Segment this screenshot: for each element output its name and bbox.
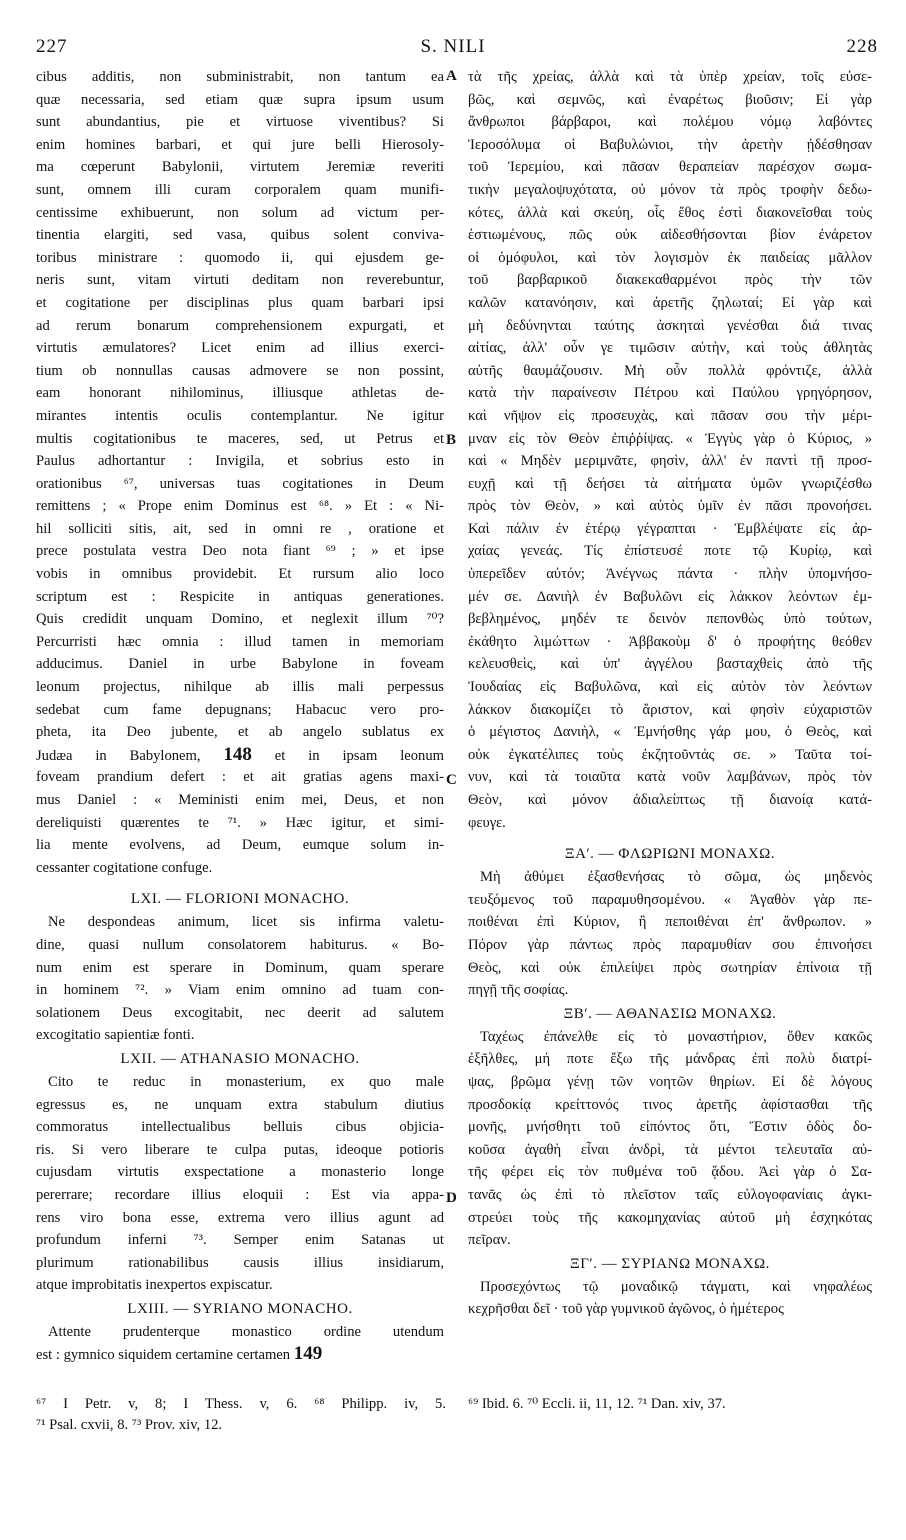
text-line: πηγῇ τῆς σοφίας.: [468, 982, 569, 999]
text-line: μὴ δεδύνηνται ταύτης ἀσκηταὶ γενέσθαι διά τινας: [468, 317, 872, 334]
text-line: καὶ νῆψον εἰς προσευχὰς, καὶ πᾶσαν σου τὴν μέρι-: [468, 407, 872, 424]
text-line: ad rerum bonarum comprehensionem expurgati, et: [36, 317, 444, 334]
text-line: pheta, ita Deo jubente, et ab angelo sublatus ex: [36, 724, 444, 741]
text-line: leonum projectus, nihilque ab illis mali perpessus: [36, 679, 444, 696]
text-line: μναν εἰς τὸν Θεὸν ἐπιῤῥίψας. « Ἐγγὺς γὰρ ὁ Κύριος, »: [468, 430, 872, 447]
text-line: νυν, καὶ τὰ τοιαῦτα κατὰ νοῦν λαμβάνων, πρὸς τὸν: [468, 769, 872, 786]
margin-letter-c: C: [446, 772, 457, 788]
text-line: Percurristi hæc omnia : illud tamen in memoriam: [36, 633, 444, 650]
text-line: Ἱεροσόλυμα οἱ Βαβυλώνιοι, τὴν ἀρετὴν ᾐδέσθησαν: [468, 136, 872, 153]
text-line: est : gymnico siquidem certamine certamen 149: [36, 1343, 323, 1365]
text-line: cessanter cogitatione confuge.: [36, 859, 213, 876]
text-line: foveam prandium defert : et ait gratias agens maxi-: [36, 769, 444, 786]
text-line: hil solliciti sitis, ait, sed in omni re , oratione et: [36, 520, 444, 537]
text-line: ψας, βρῶμα γένῃ τῶν νοητῶν θηρίων. Εἰ δὲ λόγους: [468, 1073, 872, 1090]
text-line: ἄνθρωποι βάρβαροι, καὶ πολέμου νόμῳ λαβόντες: [468, 114, 872, 131]
text-line: eam honorant nihilominus, illiusque athletas de-: [36, 385, 444, 402]
text-line: μονῆς, μνήσθητι τοῦ εἰπόντος ὅτι, Ἔστιν ὁδὸς δο-: [468, 1119, 872, 1136]
section-gap: [468, 834, 872, 842]
footnote-line: ⁶⁷ I Petr. v, 8; I Thess. v, 6. ⁶⁸ Philipp. iv, 5.: [36, 1396, 446, 1412]
text-line: ποιθέναι ἐπὶ Κύριον, ἢ πεποιθέναι ἐπ' ἄνθρωπον. »: [468, 914, 872, 931]
text-line: profundum inferni ⁷³. Semper enim Satanas ut: [36, 1232, 444, 1249]
text-line: Quis credidit unquam Domino, et neglexit illum ⁷⁰?: [36, 611, 444, 628]
text-line: quæ necessaria, sed etiam quæ supra ipsum usum: [36, 91, 444, 108]
text-line: οὐκ ἐγκατέλιπες τοὺς ἐκζητοῦντάς σε. » Ταῦτα τοί-: [468, 746, 872, 763]
text-line: Attente prudenterque monastico ordine utendum: [48, 1323, 444, 1340]
text-line: solationem Deus excogitabit, nec deerit ad salutem: [36, 1004, 444, 1021]
text-line: ὁ μέγιστος Δανιὴλ, « Ἐμνήσθης γάρ μου, ὁ Θεὸς, καὶ: [468, 724, 872, 741]
text-line: τευξόμενος τοῦ παραμυθησομένου. « Ἀγαθὸν γὰρ πε-: [468, 891, 872, 908]
footnotes-left: [36, 1394, 446, 1436]
text-line: centissime exhibuerunt, non solum ad victum per-: [36, 204, 444, 221]
text-line: ris. Si vero liberare te culpa putas, ideoque potioris: [36, 1141, 444, 1158]
margin-letter-b: B: [446, 432, 457, 448]
paragraph: [36, 911, 444, 1047]
text-line: ευχῇ καὶ τῇ δεήσει τὰ αἰτήματα ὑμῶν γνωριζέσθω: [468, 475, 872, 492]
text-line: tium ob nonnullas causas admovere se non possint,: [36, 362, 444, 379]
text-line: toribus ministrare : quomodo ii, qui ejusdem ge-: [36, 249, 444, 266]
text-line: Ἰουδαίας εἰς Βαβυλῶνα, καὶ εἰς αὐτὸν τὸν λεόντων: [468, 679, 872, 696]
text-line: φευγε.: [468, 814, 506, 831]
text-line: prece postulata vestra Deo nota fiant ⁶⁹ ; » et ipse: [36, 543, 444, 560]
text-line: Θεὸν, καὶ μόνον ἀδιαλείπτως τῇ διανοίᾳ κατά-: [468, 792, 872, 808]
text-line: sunt abundantius, pie et virtuose viventibus? Si: [36, 114, 444, 131]
running-title: S. NILI: [420, 36, 486, 57]
text-line: ἑστιωμένους, πῶς οὐκ αἰδεσθήσονται βίον ἐνάρετον: [468, 227, 872, 244]
paragraph: [468, 1276, 872, 1321]
text-line: αἰτίας, ἀλλ' οὖν γε τιμῶσιν αὐτὴν, καὶ τοὺς ἀθλητὰς: [468, 340, 872, 357]
text-line: πεῖραν.: [468, 1232, 511, 1249]
left-page-number: 227: [36, 36, 68, 57]
paragraph: [468, 866, 872, 1002]
right-page-number: 228: [846, 36, 878, 57]
text-line: enim homines barbari, et qui jure belli Hierosoly-: [36, 136, 444, 153]
text-line: κατὰ τὴν παραίνεσιν Πέτρου καὶ Παύλου γρηγόρησον,: [468, 385, 872, 402]
text-line: καὶ « Μηδὲν μεριμνᾶτε, φησὶν, ἀλλ' ἐν παντὶ τῇ προσ-: [468, 453, 872, 470]
text-line: τοῦ βαρβαρικοῦ διακεκαθαρμένοι πρὸς τὴν τῶν: [468, 272, 872, 289]
text-line: cibus additis, non subministrabit, non tantum ea: [36, 69, 444, 85]
text-line: mus Daniel : « Meministi enim mei, Deus, et non: [36, 792, 444, 808]
text-line: scriptum est : Respicite in antiquas generationes.: [36, 588, 444, 605]
text-line: Πόρον γὰρ πάντως πρὸς παραμυθίαν σου ἐπινοήσει: [468, 936, 872, 953]
margin-letter-a: A: [446, 68, 457, 84]
column-number: 149: [293, 1343, 323, 1365]
margin-letter-d: D: [446, 1190, 457, 1206]
text-line: τῆς φέρει εἰς τὸν πυθμένα τοῦ ᾅδου. Ἀεὶ γὰρ ὁ Σα-: [468, 1164, 872, 1181]
greek-column: [468, 66, 872, 1321]
text-line: Cito te reduc in monasterium, ex quo male: [48, 1073, 444, 1090]
paragraph: [468, 66, 872, 834]
text-line: pererrare; recordare illius eloquii : Est via appa-: [36, 1186, 444, 1203]
latin-column: [36, 66, 444, 1366]
text-line: egressus es, ne unquam extra stabulum diutius: [36, 1096, 444, 1113]
text-line: λάκκον διακομίζει τὸ ἄριστον, καὶ φησὶν εὐχαριστῶν: [468, 701, 872, 718]
letter-heading: ΞΒʹ. — ΑΘΑΝΑΣΙΩ ΜΟΝΑΧΩ.: [563, 1005, 777, 1022]
text-line: tinentia elargiti, sed vasa, quibus solent conviva-: [36, 227, 444, 244]
text-line: dine, quasi nullum consolatorem habiturus. « Bo-: [36, 936, 444, 953]
text-line: τικὴν μεγαλοψυχότατα, οὐ μόνον τὰ πρὸς τροφὴν δεδω-: [468, 181, 872, 198]
text-line: vobis in omnibus providebit. Et rursum alio loco: [36, 566, 444, 583]
text-line: πρὸς τὸν Θεὸν, » καὶ αὐτὸς ὑμῖν ἐν πᾶσι προνοήσει.: [468, 498, 872, 515]
text-line: κότες, ἀλλὰ καὶ σκεύη, οἷς ἔθος ἐστὶ διακονεῖσθαι τοὺς: [468, 204, 872, 221]
footnote-line: ⁶⁹ Ibid. 6. ⁷⁰ Eccli. ii, 11, 12. ⁷¹ Dan. xiv, 37.: [468, 1396, 726, 1412]
text-line: rens viro bona esse, extrema vero illius agunt ad: [36, 1209, 444, 1226]
text-line: τοῦ Ἱερεμίου, καὶ πᾶσαν θεραπείαν παρέσχον σωμα-: [468, 159, 872, 176]
text-line: μέν σε. Δανιὴλ ἐν Βαβυλῶνι εἰς λάκκον λεόντων ἐμ-: [468, 588, 872, 605]
text-line: in hominem ⁷². » Viam enim omnino ad tuam con-: [36, 982, 444, 999]
text-line: αὐτῆς θαυμάζουσιν. Μὴ οὖν πολλὰ φρόντιζε, ἀλλὰ: [468, 362, 872, 379]
column-number: 148: [223, 743, 252, 765]
text-line: excogitatio sapientiæ fonti.: [36, 1027, 195, 1044]
text-line: οἱ ὁμόφυλοι, καὶ τὸν λογισμὸν ἐκ παιδείας μᾶλλον: [468, 249, 872, 266]
text-line: adducimus. Daniel in urbe Babylone in foveam: [36, 656, 444, 673]
text-line: χαίας γενεάς. Τίς ἐπίστευσέ ποτε τῷ Κυρίῳ, καὶ: [468, 543, 872, 560]
section-gap: [36, 879, 444, 887]
text-line: ma cœperunt Babylonii, virtutem Jeremiæ reveriti: [36, 159, 444, 176]
text-line: βῶς, καὶ σεμνῶς, καὶ ἐναρέτως βιοῦσιν; Εἰ γὰρ: [468, 91, 872, 108]
letter-heading: ΞΓʹ. — ΣΥΡΙΑΝΩ ΜΟΝΑΧΩ.: [570, 1255, 770, 1272]
text-line: καλῶν κατανόησιν, καὶ ἀρετῆς ζηλωταί; Εἰ γὰρ καὶ: [468, 294, 872, 311]
footnotes-right: [468, 1394, 872, 1415]
text-line: Καὶ πάλιν ἐν ἑτέρῳ γέγραπται · Ἐμβλέψατε εἰς ἀρ-: [468, 520, 872, 537]
text-line: atque improbitatis inexpertos expiscatur.: [36, 1277, 273, 1294]
text-line: ὑπερεῖδεν αὐτόν; Ἀνέγνως πάντα · πλὴν ὑπομνήσο-: [468, 566, 872, 583]
text-line: sedebat cum fame depugnans; Habacuc vero pro-: [36, 701, 444, 718]
paragraph: [36, 66, 444, 879]
text-line: τὰ τῆς χρείας, ἀλλὰ καὶ τὰ ὑπὲρ χρείαν, τοῖς εὐσε-: [468, 69, 872, 85]
text-line: Ταχέως ἐπάνελθε εἰς τὸ μοναστήριον, ὅθεν κακῶς: [480, 1028, 872, 1045]
text-line: orationibus ⁶⁷, universas tuas cogitationes in Deum: [36, 475, 444, 492]
paragraph: [36, 1321, 444, 1366]
text-line: num enim est sperare in Dominum, quam sperare: [36, 959, 444, 976]
text-line: et cogitatione per disciplinas plus quam barbari ipsi: [36, 294, 444, 311]
text-line: multis cogitationibus te maceres, sed, ut Petrus et: [36, 430, 444, 447]
text-line: Ne despondeas animum, licet sis infirma valetu-: [48, 914, 444, 931]
text-line: Θεὸς, καὶ οὐκ ἐπιλείψει πρὸς σωτηρίαν ἐπίνοια τῇ: [468, 959, 872, 976]
text-line: προσδοκίᾳ κρείττονός τινος ἀρετῆς ἀφίστασθαι τῆς: [468, 1096, 872, 1113]
text-line: Προσεχόντως τῷ μοναδικῷ τάγματι, καὶ νηφαλέως: [480, 1278, 872, 1295]
text-line: κελευσθεὶς, καὶ ὑπ' ἀγγέλου βασταχθεὶς ἀπὸ τῆς: [468, 656, 872, 673]
footnote-line: ⁷¹ Psal. cxvii, 8. ⁷³ Prov. xiv, 12.: [36, 1417, 223, 1433]
text-line: plurimum rationabilibus causis illius insidiarum,: [36, 1254, 444, 1271]
letter-heading: LXI. — FLORIONI MONACHO.: [130, 891, 350, 908]
text-line: remittens ; « Prope enim Dominus est ⁶⁸. » Et : « Ni-: [36, 498, 444, 515]
paragraph: [36, 1071, 444, 1297]
text-line: cujusdam virtutis exspectatione a monasterio longe: [36, 1164, 444, 1181]
text-line: κεχρῆσθαι δεῖ · τοῦ γὰρ γυμνικοῦ ἀγῶνος, ὁ ἡμέτερος: [468, 1301, 784, 1318]
text-line: τανᾶς ὡς ἐπὶ τὸ πλεῖστον ταῖς εὐλογοφανίαις ἀγκι-: [468, 1186, 872, 1203]
text-line: commoratus intellectualibus belluis cibus objicia-: [36, 1119, 444, 1136]
text-line: ἐξῆλθες, μή ποτε ἔξω τῆς μάνδρας ἐπὶ πολὺ διατρί-: [468, 1051, 872, 1068]
letter-heading: LXII. — ATHANASIO MONACHO.: [120, 1050, 360, 1067]
letter-heading: LXIII. — SYRIANO MONACHO.: [127, 1300, 353, 1317]
text-line: βεβλημένος, μηδέν τε δεινὸν πεπονθὼς ὑπὸ τούτων,: [468, 611, 872, 628]
text-line: ἐκάθητο λιμώττων · Ἀββακοὺμ δ' ὁ προφήτης θεόθεν: [468, 633, 872, 650]
letter-heading: ΞΑʹ. — ΦΛΩΡΙΩΝΙ ΜΟΝΑΧΩ.: [564, 846, 776, 863]
text-line: κοῦσα ἀγαθὴ εἶναι ἀνδρὶ, τὰ μέντοι τελευταῖα αὐ-: [468, 1141, 872, 1158]
text-line: neris sunt, vitam virtuti deditam non reverebuntur,: [36, 272, 444, 289]
text-line: στρεύει τοὺς τῆς κακομηχανίας αὐτοῦ μὴ ἐσχηκότας: [468, 1209, 872, 1226]
text-line: Paulus adhortantur : Invigila, et sobrius esto in: [36, 453, 444, 470]
text-line: virtutis æmulatores? Licet enim ad illius exerci-: [36, 340, 444, 357]
text-line: Judæa in Babylonem, 148 et in ipsam leonum: [36, 743, 444, 765]
text-line: dereliquisti quærentes te ⁷¹. » Hæc igitur, et simi-: [36, 814, 444, 831]
text-line: mirantes intentis oculis contemplantur. Ne igitur: [36, 407, 444, 424]
text-line: lia mente evolvens, ad Deum, eumque solum in-: [36, 837, 444, 854]
text-line: Μὴ ἀθύμει ἐξασθενήσας τὸ σῶμα, ὡς μηδενὸς: [480, 869, 872, 886]
paragraph: [468, 1026, 872, 1252]
text-line: sunt, omnem illi curam corporalem quam munifi-: [36, 181, 444, 198]
